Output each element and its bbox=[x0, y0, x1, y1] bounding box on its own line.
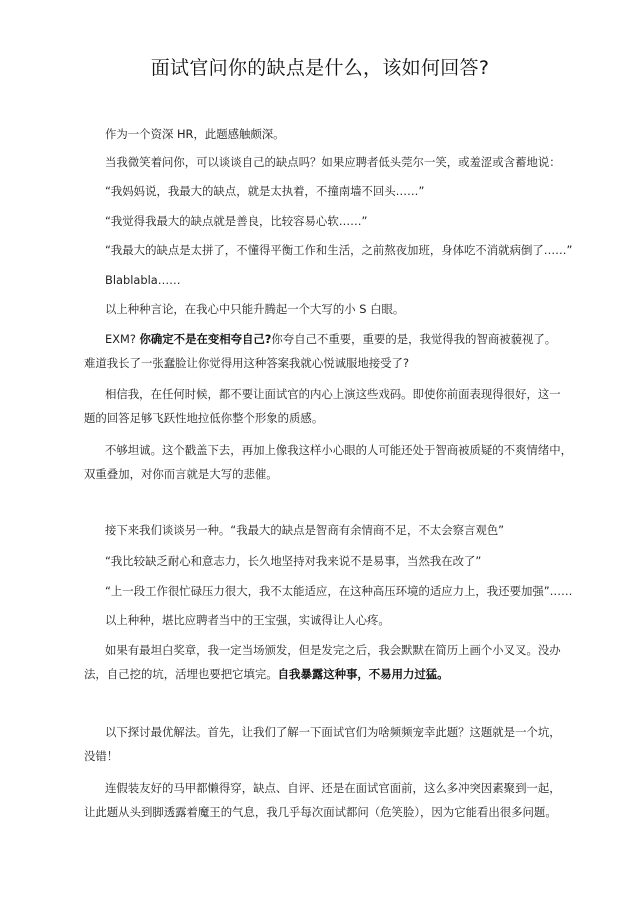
exclamation-text: EXM? bbox=[105, 332, 136, 346]
quote-text: “我觉得我最大的缺点就是善良，比较容易心软……” bbox=[105, 214, 368, 228]
quote-paragraph bbox=[84, 579, 573, 603]
paragraph bbox=[84, 327, 564, 375]
paragraph-text: 法，自己挖的坑，活埋也要把它填完。 bbox=[84, 667, 278, 681]
paragraph-text: 连假装友好的马甲都懒得穿，缺点、自评、还是在面试官面前，这么多冲突因素聚到一起， bbox=[105, 781, 561, 795]
quote-paragraph bbox=[84, 209, 564, 233]
paragraph-text: 如果有最坦白奖章，我一定当场颁发，但是发完之后，我会默默在简历上画个小叉叉。没办 bbox=[105, 643, 561, 657]
paragraph-text: 不够坦诚。这个戳盖下去，再加上像我这样小心眼的人可能还处于智商被质疑的不爽情绪中， bbox=[105, 443, 573, 457]
paragraph-text: 难道我长了一张蠢脸让你觉得用这种答案我就心悦诚服地接受了? bbox=[84, 356, 409, 370]
paragraph-text: 让此题从头到脚透露着魔王的气息，我几乎每次面试都问（危笑脸），因为它能看出很多问题。 bbox=[84, 805, 557, 819]
paragraph-text: 接下来我们谈谈另一种。“我最大的缺点是智商有余情商不足，不太会察言观色” bbox=[105, 523, 505, 537]
paragraph bbox=[84, 720, 564, 768]
paragraph-text: Blablabla…… bbox=[105, 273, 181, 287]
quote-text: “我最大的缺点是太拼了，不懂得平衡工作和生活，之前熬夜加班，身体吃不消就病倒了……” bbox=[105, 243, 573, 257]
paragraph bbox=[84, 268, 564, 292]
paragraph bbox=[84, 776, 564, 824]
paragraph-text: 双重叠加，对你而言就是大写的悲催。 bbox=[84, 467, 278, 481]
paragraph-text: 相信我，在任何时候，都不要让面试官的内心上演这些戏码。即使你前面表现得很好，这一 bbox=[105, 387, 561, 401]
paragraph-text: 没错！ bbox=[84, 749, 119, 763]
quote-paragraph bbox=[84, 179, 564, 203]
quote-text: “上一段工作很忙碌压力很大，我不太能适应，在这种高压环境的适应力上，我还要加强”…… bbox=[105, 584, 573, 598]
quote-paragraph bbox=[84, 549, 564, 573]
article-title: 面试官问你的缺点是什么，该如何回答? bbox=[150, 57, 490, 79]
paragraph bbox=[84, 438, 573, 486]
paragraph-text: 以下探讨最优解法。首先，让我们了解一下面试官们为啥频频宠幸此题？这题就是一个坑， bbox=[105, 725, 561, 739]
paragraph-text: 作为一个资深 HR，此题感触颇深。 bbox=[105, 127, 285, 141]
paragraph bbox=[84, 518, 564, 542]
emphasis-text: 自我暴露这种事，不易用力过猛。 bbox=[277, 667, 449, 681]
paragraph-text: 当我微笑着问你，可以谈谈自己的缺点吗？如果应聘者低头莞尔一笑，或羞涩或含蓄地说： bbox=[105, 155, 561, 169]
paragraph bbox=[84, 122, 564, 146]
quote-text: “我妈妈说，我最大的缺点，就是太执着，不撞南墙不回头……” bbox=[105, 184, 425, 198]
paragraph bbox=[84, 297, 564, 321]
emphasis-text: 你确定不是在变相夸自己? bbox=[139, 332, 272, 346]
paragraph bbox=[84, 150, 564, 174]
paragraph-text: 以上种种言论，在我心中只能升腾起一个大写的小 S 白眼。 bbox=[105, 302, 405, 316]
paragraph bbox=[84, 382, 564, 430]
paragraph-text: 以上种种，堪比应聘者当中的王宝强，实诚得让人心疼。 bbox=[105, 613, 390, 627]
paragraph-line bbox=[84, 327, 564, 351]
quote-paragraph bbox=[84, 238, 573, 262]
paragraph-line bbox=[84, 662, 564, 686]
paragraph-text: 你夸自己不重要，重要的是，我觉得我的智商被藐视了。 bbox=[271, 332, 557, 346]
paragraph bbox=[84, 608, 564, 632]
quote-text: “我比较缺乏耐心和意志力，长久地坚持对我来说不是易事，当然我在改了” bbox=[105, 554, 482, 568]
paragraph-text: 题的回答足够飞跃性地拉低你整个形象的质感。 bbox=[84, 411, 324, 425]
paragraph bbox=[84, 638, 564, 686]
